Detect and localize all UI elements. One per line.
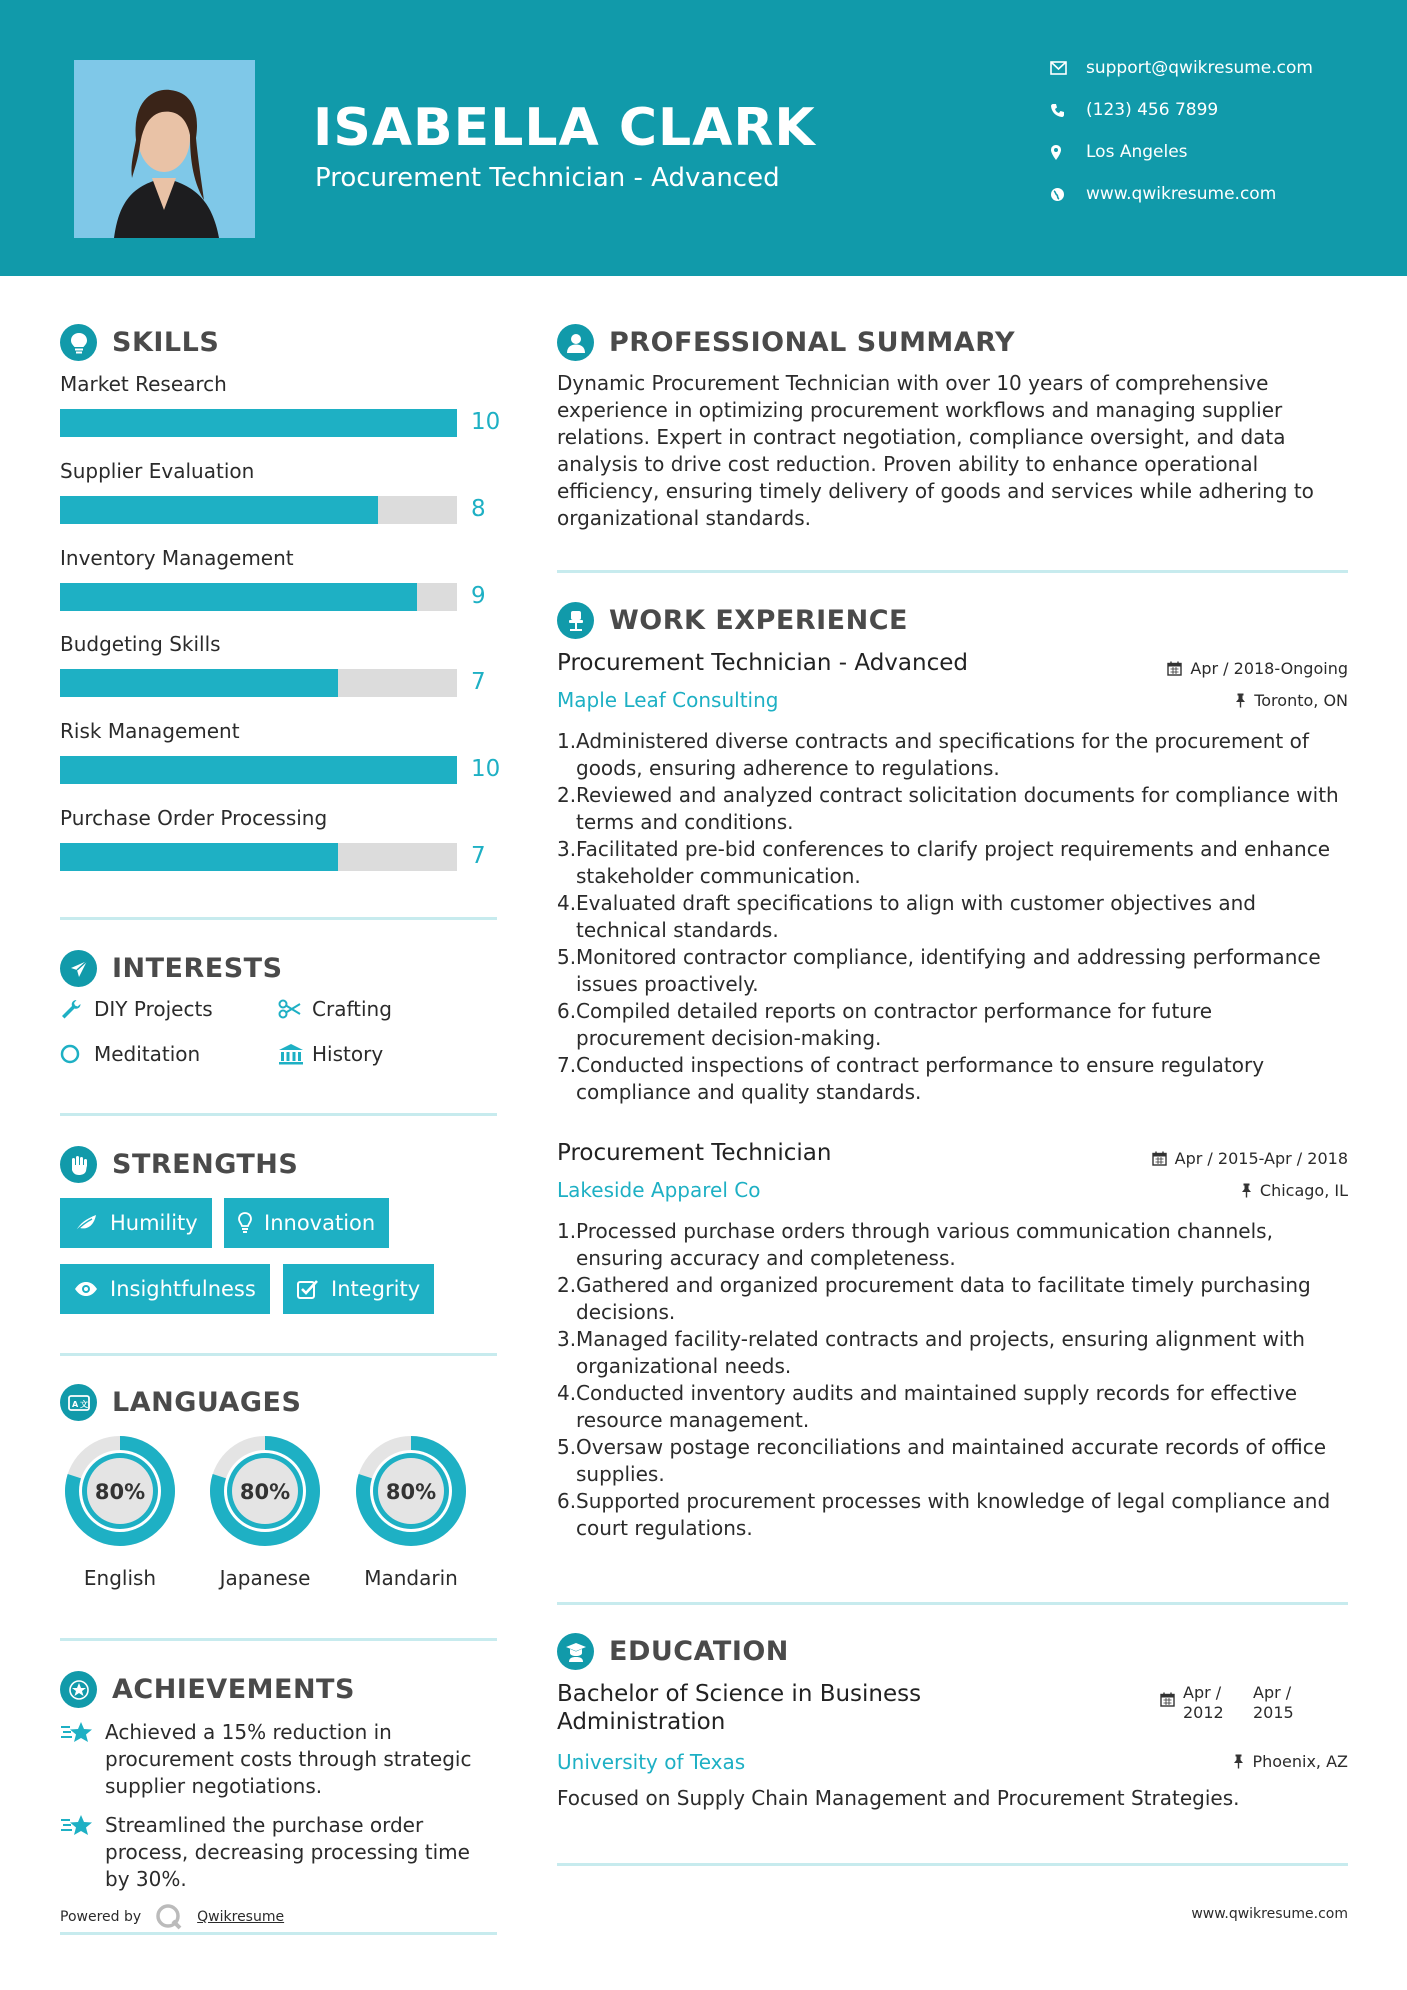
skill-name: Market Research [60, 372, 227, 396]
list-item: 2. Gathered and organized procurement data to facilitate timely purchasing decisions. [557, 1273, 1311, 1324]
candidate-title: Procurement Technician - Advanced [315, 163, 780, 193]
language-card-icon [60, 1384, 97, 1421]
language-name: English [83, 1566, 157, 1590]
language-gauge [59, 1430, 181, 1556]
skill-bar [60, 843, 457, 871]
svg-text:A: A [71, 1399, 78, 1409]
footer-website[interactable]: www.qwikresume.com [1191, 1906, 1348, 1922]
skill-value: 7 [471, 843, 486, 869]
checkbox-icon [297, 1279, 319, 1299]
shooting-star-icon [60, 1719, 105, 1800]
wrench-icon [60, 998, 94, 1020]
language-gauge [204, 1430, 326, 1556]
job-title: Procurement Technician - Advanced [557, 650, 968, 676]
calendar-icon [1160, 1692, 1175, 1707]
language-name: Mandarin [364, 1566, 458, 1590]
location-pin-icon [1050, 144, 1086, 161]
skill-value: 8 [471, 496, 486, 522]
section-divider [60, 1353, 497, 1356]
skill-name: Supplier Evaluation [60, 459, 255, 483]
section-divider [60, 1638, 497, 1641]
fist-icon [60, 1146, 97, 1183]
list-item: 5. Monitored contractor compliance, identifying and addressing performance issues proactively. [557, 945, 1321, 996]
graduate-icon [557, 1633, 594, 1670]
language-gauge [350, 1430, 472, 1556]
contact-email[interactable]: support@qwikresume.com [1050, 58, 1313, 78]
strength-badge: Innovation [224, 1198, 389, 1248]
list-item: 3. Facilitated pre-bid conferences to clarify project requirements and enhance stakeholder communication. [557, 837, 1331, 888]
school-name: University of Texas [557, 1750, 746, 1774]
shooting-star-icon [60, 1812, 105, 1893]
leaf-icon [74, 1213, 98, 1233]
school-location: Phoenix, AZ [1233, 1752, 1348, 1771]
bank-icon [278, 1043, 312, 1065]
job-location: Chicago, IL [1241, 1181, 1348, 1200]
interest-item: Meditation [60, 1042, 200, 1066]
interests-heading: INTERESTS [60, 950, 283, 987]
pushpin-icon [1235, 693, 1246, 708]
strength-badge: Humility [60, 1198, 212, 1248]
job-date: Apr / 2018-Ongoing [1167, 659, 1348, 678]
section-divider [60, 917, 497, 920]
lightbulb-icon [60, 324, 97, 361]
job-title: Procurement Technician [557, 1140, 832, 1166]
qwikresume-logo-icon [155, 1903, 183, 1931]
circle-icon [60, 1043, 94, 1065]
section-divider [60, 1113, 497, 1116]
list-item: 5. Oversaw postage reconciliations and maintained accurate records of office supplies. [557, 1435, 1327, 1486]
list-item: 2. Reviewed and analyzed contract solicitation documents for compliance with terms and conditions. [557, 783, 1339, 834]
degree-title: Bachelor of Science in Business Administration [557, 1681, 922, 1735]
languages-heading: A 文 LANGUAGES [60, 1384, 301, 1421]
strengths-heading: STRENGTHS [60, 1146, 298, 1183]
achievement-item: Achieved a 15% reduction in procurement costs through strategic supplier negotiations. [60, 1719, 500, 1800]
skill-bar [60, 496, 457, 524]
skill-bar [60, 583, 457, 611]
job-company: Lakeside Apparel Co [557, 1178, 761, 1202]
skill-bar-fill [60, 669, 338, 697]
eye-icon [74, 1281, 98, 1297]
list-item: 7. Conducted inspections of contract performance to ensure regulatory compliance and quality standards. [557, 1053, 1265, 1104]
skill-value: 7 [471, 669, 486, 695]
achievements-heading: ACHIEVEMENTS [60, 1671, 355, 1708]
phone-icon [1050, 103, 1086, 118]
globe-icon [1050, 187, 1086, 202]
interest-item: History [278, 1042, 383, 1066]
strength-badge: Integrity [283, 1264, 434, 1314]
list-item: 6. Supported procurement processes with knowledge of legal compliance and court regulations. [557, 1489, 1331, 1540]
list-item: 4. Conducted inventory audits and maintained supply records for effective resource management. [557, 1381, 1298, 1432]
education-date: Apr / 2012 Apr / 2015 [1160, 1683, 1294, 1723]
experience-heading: WORK EXPERIENCE [557, 602, 908, 639]
candidate-name: ISABELLA CLARK [313, 98, 816, 158]
section-divider [557, 570, 1348, 573]
powered-by: Powered by Qwikresume [60, 1903, 284, 1931]
calendar-icon [1152, 1151, 1167, 1166]
interest-item: DIY Projects [60, 997, 213, 1021]
skills-heading: SKILLS [60, 324, 219, 361]
skill-bar [60, 756, 457, 784]
language-name: Japanese [219, 1566, 311, 1590]
skill-bar-fill [60, 843, 338, 871]
gauge-percent: 80% [239, 1480, 291, 1504]
skill-bar-fill [60, 583, 417, 611]
skill-name: Budgeting Skills [60, 632, 221, 656]
list-item: 6. Compiled detailed reports on contractor performance for future procurement decision-making. [557, 999, 1213, 1050]
job-responsibilities [557, 1218, 1347, 1542]
qwikresume-link[interactable]: Qwikresume [197, 1909, 285, 1925]
skill-name: Inventory Management [60, 546, 294, 570]
interest-item: Crafting [278, 997, 392, 1021]
skill-value: 10 [471, 409, 501, 435]
skill-bar [60, 669, 457, 697]
section-divider [557, 1602, 1348, 1605]
lightbulb-icon [238, 1212, 252, 1234]
list-item: 4. Evaluated draft specifications to align with customer objectives and technical standards. [557, 891, 1256, 942]
skill-bar-fill [60, 756, 457, 784]
envelope-icon [1050, 61, 1086, 75]
education-heading: EDUCATION [557, 1633, 789, 1670]
svg-text:文: 文 [79, 1399, 88, 1409]
skill-bar [60, 409, 457, 437]
skill-value: 9 [471, 583, 486, 609]
skill-value: 10 [471, 756, 501, 782]
contact-location: Los Angeles [1050, 142, 1188, 162]
contact-website[interactable]: www.qwikresume.com [1050, 184, 1276, 204]
job-company: Maple Leaf Consulting [557, 688, 779, 712]
office-chair-icon [557, 602, 594, 639]
summary-text: Dynamic Procurement Technician with over 10 years of comprehensive experience in optimizing procurement workflows and managing supplier relations. Expert in contract negotiation, compliance oversight, and data analysis to drive cost reduction. Proven ability to enhance operational efficiency, ensuring timely delivery of goods and services while adhering to organizational standards. [557, 371, 1314, 530]
profile-photo [74, 60, 255, 238]
job-responsibilities [557, 728, 1347, 1106]
pushpin-icon [1241, 1183, 1252, 1198]
skill-name: Purchase Order Processing [60, 806, 328, 830]
achievement-item: Streamlined the purchase order process, decreasing processing time by 30%. [60, 1812, 500, 1893]
skill-bar-fill [60, 409, 457, 437]
strength-badge: Insightfulness [60, 1264, 270, 1314]
resume-header [0, 0, 1407, 276]
job-date: Apr / 2015-Apr / 2018 [1152, 1149, 1348, 1168]
pushpin-icon [1233, 1754, 1244, 1769]
scissors-icon [278, 999, 312, 1019]
star-badge-icon [60, 1671, 97, 1708]
list-item: 1. Processed purchase orders through various communication channels, ensuring accuracy and completeness. [557, 1219, 1273, 1270]
summary-heading: PROFESSIONAL SUMMARY [557, 324, 1015, 361]
skill-bar-fill [60, 496, 378, 524]
gauge-percent: 80% [385, 1480, 437, 1504]
list-item: 1. Administered diverse contracts and specifications for the procurement of goods, ensuring adherence to regulations. [557, 729, 1309, 780]
skill-name: Risk Management [60, 719, 240, 743]
section-divider [557, 1863, 1348, 1866]
job-location: Toronto, ON [1235, 691, 1348, 710]
contact-phone[interactable]: (123) 456 7899 [1050, 100, 1218, 120]
education-description: Focused on Supply Chain Management and Procurement Strategies. [557, 1786, 1240, 1810]
paper-plane-icon [60, 950, 97, 987]
user-icon [557, 324, 594, 361]
list-item: 3. Managed facility-related contracts and projects, ensuring alignment with organizational needs. [557, 1327, 1305, 1378]
gauge-percent: 80% [94, 1480, 146, 1504]
calendar-icon [1167, 661, 1182, 676]
section-divider [60, 1932, 497, 1935]
